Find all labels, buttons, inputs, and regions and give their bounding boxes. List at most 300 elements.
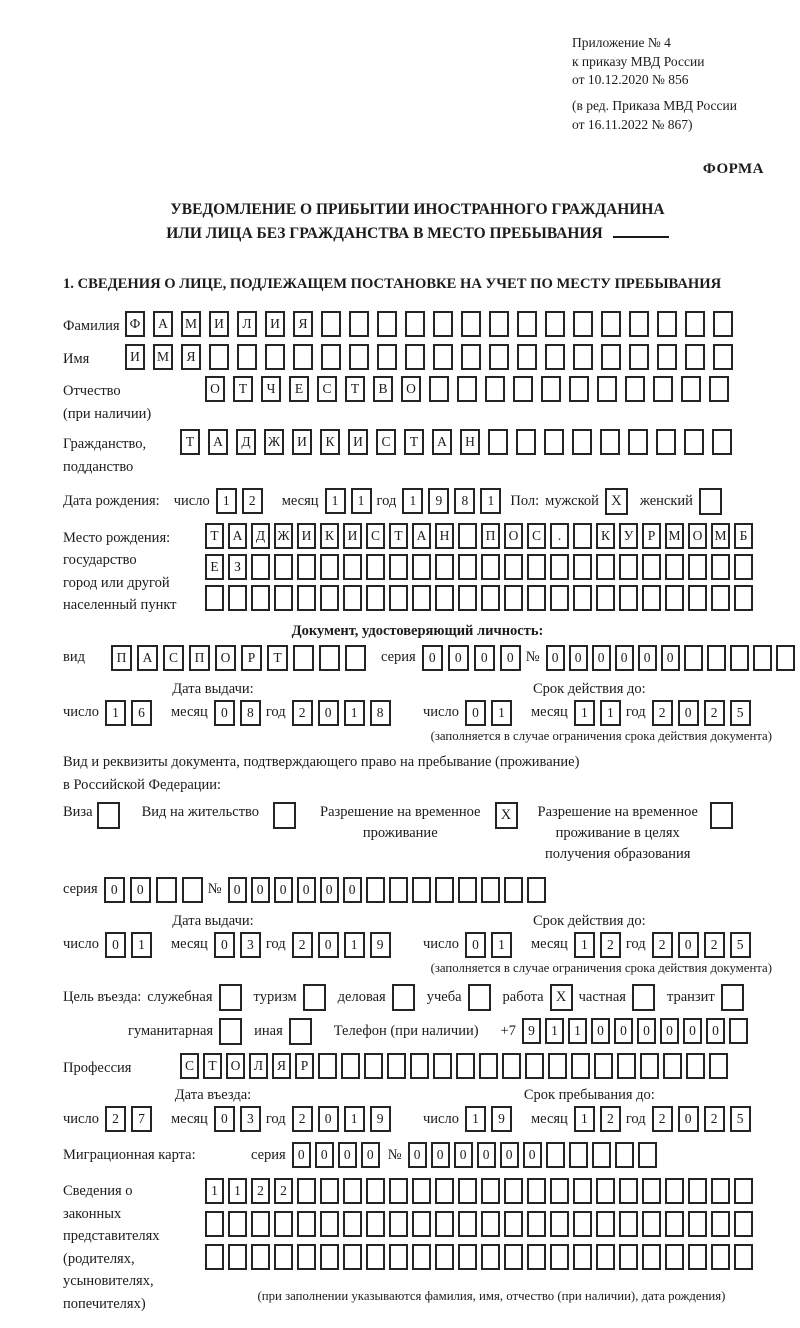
- char-cell[interactable]: 0: [431, 1142, 450, 1168]
- char-cell[interactable]: [366, 1244, 385, 1270]
- char-cell[interactable]: Н: [460, 429, 480, 455]
- char-cell[interactable]: 1: [545, 1018, 564, 1044]
- birth-year-cells[interactable]: [402, 488, 506, 514]
- char-cell[interactable]: [205, 1244, 224, 1270]
- char-cell[interactable]: 1: [600, 700, 621, 726]
- char-cell[interactable]: [320, 554, 339, 580]
- char-cell[interactable]: Т: [389, 523, 408, 549]
- char-cell[interactable]: И: [348, 429, 368, 455]
- char-cell[interactable]: [709, 376, 729, 402]
- char-cell[interactable]: А: [208, 429, 228, 455]
- char-cell[interactable]: [504, 1211, 523, 1237]
- char-cell[interactable]: 7: [131, 1106, 152, 1132]
- citizenship-cells[interactable]: [180, 429, 740, 455]
- char-cell[interactable]: [685, 311, 705, 337]
- residence-issue-day-cells[interactable]: [105, 932, 157, 958]
- char-cell[interactable]: [435, 1211, 454, 1237]
- residence-issue-month-cells[interactable]: [214, 932, 266, 958]
- char-cell[interactable]: [550, 585, 569, 611]
- char-cell[interactable]: К: [596, 523, 615, 549]
- char-cell[interactable]: 0: [315, 1142, 334, 1168]
- char-cell[interactable]: 0: [683, 1018, 702, 1044]
- char-cell[interactable]: [713, 344, 733, 370]
- char-cell[interactable]: Е: [205, 554, 224, 580]
- char-cell[interactable]: [412, 554, 431, 580]
- char-cell[interactable]: У: [619, 523, 638, 549]
- char-cell[interactable]: [642, 585, 661, 611]
- char-cell[interactable]: [600, 429, 620, 455]
- char-cell[interactable]: 0: [338, 1142, 357, 1168]
- char-cell[interactable]: [619, 585, 638, 611]
- char-cell[interactable]: 0: [104, 877, 125, 903]
- char-cell[interactable]: [657, 311, 677, 337]
- name-cells[interactable]: [125, 344, 741, 370]
- char-cell[interactable]: И: [297, 523, 316, 549]
- char-cell[interactable]: 0: [214, 1106, 235, 1132]
- residence-series-cells[interactable]: [104, 877, 208, 903]
- char-cell[interactable]: [364, 1053, 383, 1079]
- char-cell[interactable]: [776, 645, 795, 671]
- char-cell[interactable]: [504, 1244, 523, 1270]
- char-cell[interactable]: Т: [404, 429, 424, 455]
- char-cell[interactable]: [665, 1178, 684, 1204]
- char-cell[interactable]: [405, 311, 425, 337]
- char-cell[interactable]: [251, 1244, 270, 1270]
- char-cell[interactable]: 0: [660, 1018, 679, 1044]
- char-cell[interactable]: Л: [237, 311, 257, 337]
- char-cell[interactable]: [458, 554, 477, 580]
- char-cell[interactable]: С: [376, 429, 396, 455]
- char-cell[interactable]: 0: [678, 700, 699, 726]
- char-cell[interactable]: [504, 585, 523, 611]
- residence-issue-year-cells[interactable]: [292, 932, 396, 958]
- char-cell[interactable]: [753, 645, 772, 671]
- char-cell[interactable]: [527, 1178, 546, 1204]
- char-cell[interactable]: 1: [344, 1106, 365, 1132]
- char-cell[interactable]: [516, 429, 536, 455]
- char-cell[interactable]: В: [373, 376, 393, 402]
- doc-issue-year-cells[interactable]: [292, 700, 396, 726]
- char-cell[interactable]: 0: [274, 877, 293, 903]
- char-cell[interactable]: [711, 1211, 730, 1237]
- char-cell[interactable]: 2: [242, 488, 263, 514]
- doc-expiry-day-cells[interactable]: [465, 700, 517, 726]
- char-cell[interactable]: 0: [343, 877, 362, 903]
- char-cell[interactable]: [389, 554, 408, 580]
- char-cell[interactable]: М: [711, 523, 730, 549]
- char-cell[interactable]: 2: [292, 700, 313, 726]
- char-cell[interactable]: [653, 376, 673, 402]
- char-cell[interactable]: 2: [251, 1178, 270, 1204]
- char-cell[interactable]: 0: [474, 645, 495, 671]
- char-cell[interactable]: О: [504, 523, 523, 549]
- migration-series-cells[interactable]: [292, 1142, 384, 1168]
- char-cell[interactable]: [297, 1178, 316, 1204]
- char-cell[interactable]: 0: [361, 1142, 380, 1168]
- residence-expiry-day-cells[interactable]: [465, 932, 517, 958]
- char-cell[interactable]: [734, 1211, 753, 1237]
- char-cell[interactable]: 0: [615, 645, 634, 671]
- char-cell[interactable]: [684, 429, 704, 455]
- char-cell[interactable]: П: [481, 523, 500, 549]
- char-cell[interactable]: 8: [240, 700, 261, 726]
- char-cell[interactable]: С: [317, 376, 337, 402]
- char-cell[interactable]: Р: [241, 645, 262, 671]
- char-cell[interactable]: Т: [203, 1053, 222, 1079]
- birth-month-cells[interactable]: [325, 488, 377, 514]
- residence-number-cells[interactable]: [228, 877, 550, 903]
- purpose-sluzhebnaya-checkbox[interactable]: [219, 984, 242, 1011]
- char-cell[interactable]: 0: [614, 1018, 633, 1044]
- char-cell[interactable]: [293, 645, 314, 671]
- char-cell[interactable]: [573, 311, 593, 337]
- char-cell[interactable]: [343, 1244, 362, 1270]
- char-cell[interactable]: 9: [428, 488, 449, 514]
- char-cell[interactable]: [274, 585, 293, 611]
- char-cell[interactable]: [596, 1211, 615, 1237]
- char-cell[interactable]: Л: [249, 1053, 268, 1079]
- char-cell[interactable]: [320, 1244, 339, 1270]
- char-cell[interactable]: [629, 344, 649, 370]
- char-cell[interactable]: [320, 1211, 339, 1237]
- char-cell[interactable]: 0: [523, 1142, 542, 1168]
- char-cell[interactable]: [573, 1211, 592, 1237]
- char-cell[interactable]: [684, 645, 703, 671]
- char-cell[interactable]: О: [688, 523, 707, 549]
- char-cell[interactable]: [665, 1244, 684, 1270]
- char-cell[interactable]: [592, 1142, 611, 1168]
- char-cell[interactable]: М: [153, 344, 173, 370]
- char-cell[interactable]: [321, 311, 341, 337]
- char-cell[interactable]: [517, 311, 537, 337]
- char-cell[interactable]: [665, 554, 684, 580]
- char-cell[interactable]: 0: [465, 700, 486, 726]
- char-cell[interactable]: [619, 1244, 638, 1270]
- char-cell[interactable]: 1: [344, 932, 365, 958]
- char-cell[interactable]: 5: [730, 700, 751, 726]
- char-cell[interactable]: [488, 429, 508, 455]
- char-cell[interactable]: [548, 1053, 567, 1079]
- char-cell[interactable]: [527, 877, 546, 903]
- char-cell[interactable]: 0: [454, 1142, 473, 1168]
- char-cell[interactable]: 2: [704, 1106, 725, 1132]
- char-cell[interactable]: [597, 376, 617, 402]
- char-cell[interactable]: [596, 554, 615, 580]
- birth-place-row1-cells[interactable]: [205, 523, 757, 549]
- char-cell[interactable]: [545, 311, 565, 337]
- char-cell[interactable]: [550, 554, 569, 580]
- char-cell[interactable]: 1: [216, 488, 237, 514]
- char-cell[interactable]: [688, 585, 707, 611]
- char-cell[interactable]: 0: [251, 877, 270, 903]
- char-cell[interactable]: [433, 344, 453, 370]
- gender-female-checkbox[interactable]: [699, 488, 722, 515]
- char-cell[interactable]: 0: [292, 1142, 311, 1168]
- char-cell[interactable]: П: [111, 645, 132, 671]
- char-cell[interactable]: 1: [205, 1178, 224, 1204]
- char-cell[interactable]: [688, 554, 707, 580]
- char-cell[interactable]: [619, 1211, 638, 1237]
- purpose-delovaya-checkbox[interactable]: [392, 984, 415, 1011]
- char-cell[interactable]: 0: [638, 645, 657, 671]
- stay-day-cells[interactable]: [465, 1106, 517, 1132]
- char-cell[interactable]: [366, 877, 385, 903]
- phone-cells[interactable]: [522, 1018, 752, 1044]
- char-cell[interactable]: [734, 585, 753, 611]
- profession-cells[interactable]: [180, 1053, 732, 1079]
- char-cell[interactable]: [265, 344, 285, 370]
- char-cell[interactable]: [638, 1142, 657, 1168]
- char-cell[interactable]: [318, 1053, 337, 1079]
- char-cell[interactable]: 0: [591, 1018, 610, 1044]
- char-cell[interactable]: 0: [318, 1106, 339, 1132]
- char-cell[interactable]: Т: [267, 645, 288, 671]
- char-cell[interactable]: 5: [730, 1106, 751, 1132]
- char-cell[interactable]: [274, 1244, 293, 1270]
- char-cell[interactable]: 0: [569, 645, 588, 671]
- char-cell[interactable]: 0: [448, 645, 469, 671]
- char-cell[interactable]: [435, 877, 454, 903]
- char-cell[interactable]: 8: [370, 700, 391, 726]
- char-cell[interactable]: [489, 311, 509, 337]
- char-cell[interactable]: [615, 1142, 634, 1168]
- char-cell[interactable]: 1: [344, 700, 365, 726]
- char-cell[interactable]: О: [215, 645, 236, 671]
- char-cell[interactable]: А: [432, 429, 452, 455]
- char-cell[interactable]: Д: [236, 429, 256, 455]
- representatives-row1-cells[interactable]: [205, 1178, 757, 1204]
- char-cell[interactable]: П: [189, 645, 210, 671]
- char-cell[interactable]: [435, 554, 454, 580]
- char-cell[interactable]: [656, 429, 676, 455]
- char-cell[interactable]: 2: [274, 1178, 293, 1204]
- char-cell[interactable]: З: [228, 554, 247, 580]
- char-cell[interactable]: И: [209, 311, 229, 337]
- char-cell[interactable]: Ч: [261, 376, 281, 402]
- char-cell[interactable]: [481, 1178, 500, 1204]
- purpose-inaya-checkbox[interactable]: [289, 1018, 312, 1045]
- char-cell[interactable]: И: [265, 311, 285, 337]
- char-cell[interactable]: [489, 344, 509, 370]
- surname-cells[interactable]: [125, 311, 741, 337]
- char-cell[interactable]: [657, 344, 677, 370]
- char-cell[interactable]: [504, 877, 523, 903]
- char-cell[interactable]: 1: [480, 488, 501, 514]
- char-cell[interactable]: [596, 1178, 615, 1204]
- char-cell[interactable]: [663, 1053, 682, 1079]
- option-temp-residence-checkbox[interactable]: X: [495, 802, 518, 829]
- char-cell[interactable]: [389, 1178, 408, 1204]
- char-cell[interactable]: 0: [130, 877, 151, 903]
- char-cell[interactable]: 1: [131, 932, 152, 958]
- char-cell[interactable]: [461, 344, 481, 370]
- char-cell[interactable]: 0: [546, 645, 565, 671]
- birth-place-row2-cells[interactable]: [205, 554, 757, 580]
- char-cell[interactable]: [412, 1244, 431, 1270]
- char-cell[interactable]: [640, 1053, 659, 1079]
- char-cell[interactable]: [435, 1178, 454, 1204]
- char-cell[interactable]: [405, 344, 425, 370]
- char-cell[interactable]: С: [163, 645, 184, 671]
- char-cell[interactable]: 0: [422, 645, 443, 671]
- char-cell[interactable]: С: [366, 523, 385, 549]
- char-cell[interactable]: [550, 1244, 569, 1270]
- char-cell[interactable]: [237, 344, 257, 370]
- char-cell[interactable]: М: [665, 523, 684, 549]
- char-cell[interactable]: [601, 311, 621, 337]
- char-cell[interactable]: [707, 645, 726, 671]
- char-cell[interactable]: [366, 554, 385, 580]
- char-cell[interactable]: [711, 585, 730, 611]
- char-cell[interactable]: [712, 429, 732, 455]
- char-cell[interactable]: 1: [568, 1018, 587, 1044]
- char-cell[interactable]: [410, 1053, 429, 1079]
- char-cell[interactable]: 2: [652, 1106, 673, 1132]
- char-cell[interactable]: 0: [408, 1142, 427, 1168]
- char-cell[interactable]: Р: [295, 1053, 314, 1079]
- char-cell[interactable]: [596, 585, 615, 611]
- char-cell[interactable]: [297, 554, 316, 580]
- char-cell[interactable]: [502, 1053, 521, 1079]
- birth-place-row3-cells[interactable]: [205, 585, 757, 611]
- char-cell[interactable]: [205, 1211, 224, 1237]
- doc-issue-month-cells[interactable]: [214, 700, 266, 726]
- char-cell[interactable]: [481, 877, 500, 903]
- char-cell[interactable]: [274, 1211, 293, 1237]
- char-cell[interactable]: [456, 1053, 475, 1079]
- char-cell[interactable]: [642, 1178, 661, 1204]
- char-cell[interactable]: [343, 1178, 362, 1204]
- char-cell[interactable]: [461, 311, 481, 337]
- char-cell[interactable]: [228, 1211, 247, 1237]
- char-cell[interactable]: 0: [105, 932, 126, 958]
- stay-year-cells[interactable]: [652, 1106, 756, 1132]
- char-cell[interactable]: 2: [704, 932, 725, 958]
- char-cell[interactable]: [573, 554, 592, 580]
- char-cell[interactable]: [711, 1178, 730, 1204]
- char-cell[interactable]: 0: [320, 877, 339, 903]
- char-cell[interactable]: Я: [293, 311, 313, 337]
- char-cell[interactable]: [321, 344, 341, 370]
- char-cell[interactable]: [545, 344, 565, 370]
- char-cell[interactable]: 2: [600, 1106, 621, 1132]
- char-cell[interactable]: [619, 1178, 638, 1204]
- char-cell[interactable]: [569, 1142, 588, 1168]
- char-cell[interactable]: 2: [652, 700, 673, 726]
- char-cell[interactable]: .: [550, 523, 569, 549]
- char-cell[interactable]: [527, 585, 546, 611]
- purpose-gumanitarnaya-checkbox[interactable]: [219, 1018, 242, 1045]
- option-residence-permit-checkbox[interactable]: [273, 802, 296, 829]
- char-cell[interactable]: [541, 376, 561, 402]
- char-cell[interactable]: 2: [704, 700, 725, 726]
- char-cell[interactable]: 2: [600, 932, 621, 958]
- birth-day-cells[interactable]: [216, 488, 268, 514]
- char-cell[interactable]: [688, 1178, 707, 1204]
- char-cell[interactable]: М: [181, 311, 201, 337]
- char-cell[interactable]: [412, 1178, 431, 1204]
- char-cell[interactable]: 3: [240, 1106, 261, 1132]
- char-cell[interactable]: Т: [345, 376, 365, 402]
- char-cell[interactable]: [458, 585, 477, 611]
- char-cell[interactable]: 8: [454, 488, 475, 514]
- doc-series-cells[interactable]: [422, 645, 526, 671]
- char-cell[interactable]: 1: [574, 932, 595, 958]
- char-cell[interactable]: Б: [734, 523, 753, 549]
- char-cell[interactable]: 1: [402, 488, 423, 514]
- char-cell[interactable]: [228, 585, 247, 611]
- char-cell[interactable]: [504, 1178, 523, 1204]
- char-cell[interactable]: [481, 1244, 500, 1270]
- char-cell[interactable]: [573, 523, 592, 549]
- char-cell[interactable]: [458, 523, 477, 549]
- char-cell[interactable]: [642, 1211, 661, 1237]
- char-cell[interactable]: [481, 585, 500, 611]
- char-cell[interactable]: [685, 344, 705, 370]
- char-cell[interactable]: [251, 1211, 270, 1237]
- char-cell[interactable]: [389, 585, 408, 611]
- char-cell[interactable]: [251, 585, 270, 611]
- char-cell[interactable]: [319, 645, 340, 671]
- char-cell[interactable]: А: [153, 311, 173, 337]
- char-cell[interactable]: [435, 585, 454, 611]
- char-cell[interactable]: [182, 877, 203, 903]
- char-cell[interactable]: [293, 344, 313, 370]
- char-cell[interactable]: 0: [678, 1106, 699, 1132]
- char-cell[interactable]: 0: [297, 877, 316, 903]
- char-cell[interactable]: Я: [181, 344, 201, 370]
- char-cell[interactable]: [709, 1053, 728, 1079]
- entry-day-cells[interactable]: [105, 1106, 157, 1132]
- char-cell[interactable]: [550, 1178, 569, 1204]
- char-cell[interactable]: 0: [477, 1142, 496, 1168]
- char-cell[interactable]: 0: [500, 645, 521, 671]
- char-cell[interactable]: [485, 376, 505, 402]
- char-cell[interactable]: [573, 1244, 592, 1270]
- char-cell[interactable]: [573, 344, 593, 370]
- char-cell[interactable]: Н: [435, 523, 454, 549]
- char-cell[interactable]: [366, 1178, 385, 1204]
- char-cell[interactable]: [527, 554, 546, 580]
- char-cell[interactable]: [366, 1211, 385, 1237]
- char-cell[interactable]: 2: [652, 932, 673, 958]
- char-cell[interactable]: [366, 585, 385, 611]
- char-cell[interactable]: 0: [500, 1142, 519, 1168]
- doc-issue-day-cells[interactable]: [105, 700, 157, 726]
- char-cell[interactable]: [513, 376, 533, 402]
- char-cell[interactable]: [711, 554, 730, 580]
- char-cell[interactable]: [435, 1244, 454, 1270]
- char-cell[interactable]: Т: [233, 376, 253, 402]
- char-cell[interactable]: [688, 1244, 707, 1270]
- char-cell[interactable]: О: [205, 376, 225, 402]
- representatives-row2-cells[interactable]: [205, 1211, 757, 1237]
- char-cell[interactable]: [601, 344, 621, 370]
- char-cell[interactable]: [412, 877, 431, 903]
- char-cell[interactable]: 1: [491, 932, 512, 958]
- char-cell[interactable]: [274, 554, 293, 580]
- char-cell[interactable]: Ж: [264, 429, 284, 455]
- char-cell[interactable]: [686, 1053, 705, 1079]
- char-cell[interactable]: 0: [637, 1018, 656, 1044]
- char-cell[interactable]: 9: [370, 1106, 391, 1132]
- char-cell[interactable]: [458, 1244, 477, 1270]
- char-cell[interactable]: 0: [678, 932, 699, 958]
- char-cell[interactable]: К: [320, 429, 340, 455]
- char-cell[interactable]: [527, 1244, 546, 1270]
- purpose-rabota-checkbox[interactable]: X: [550, 984, 573, 1011]
- char-cell[interactable]: 9: [491, 1106, 512, 1132]
